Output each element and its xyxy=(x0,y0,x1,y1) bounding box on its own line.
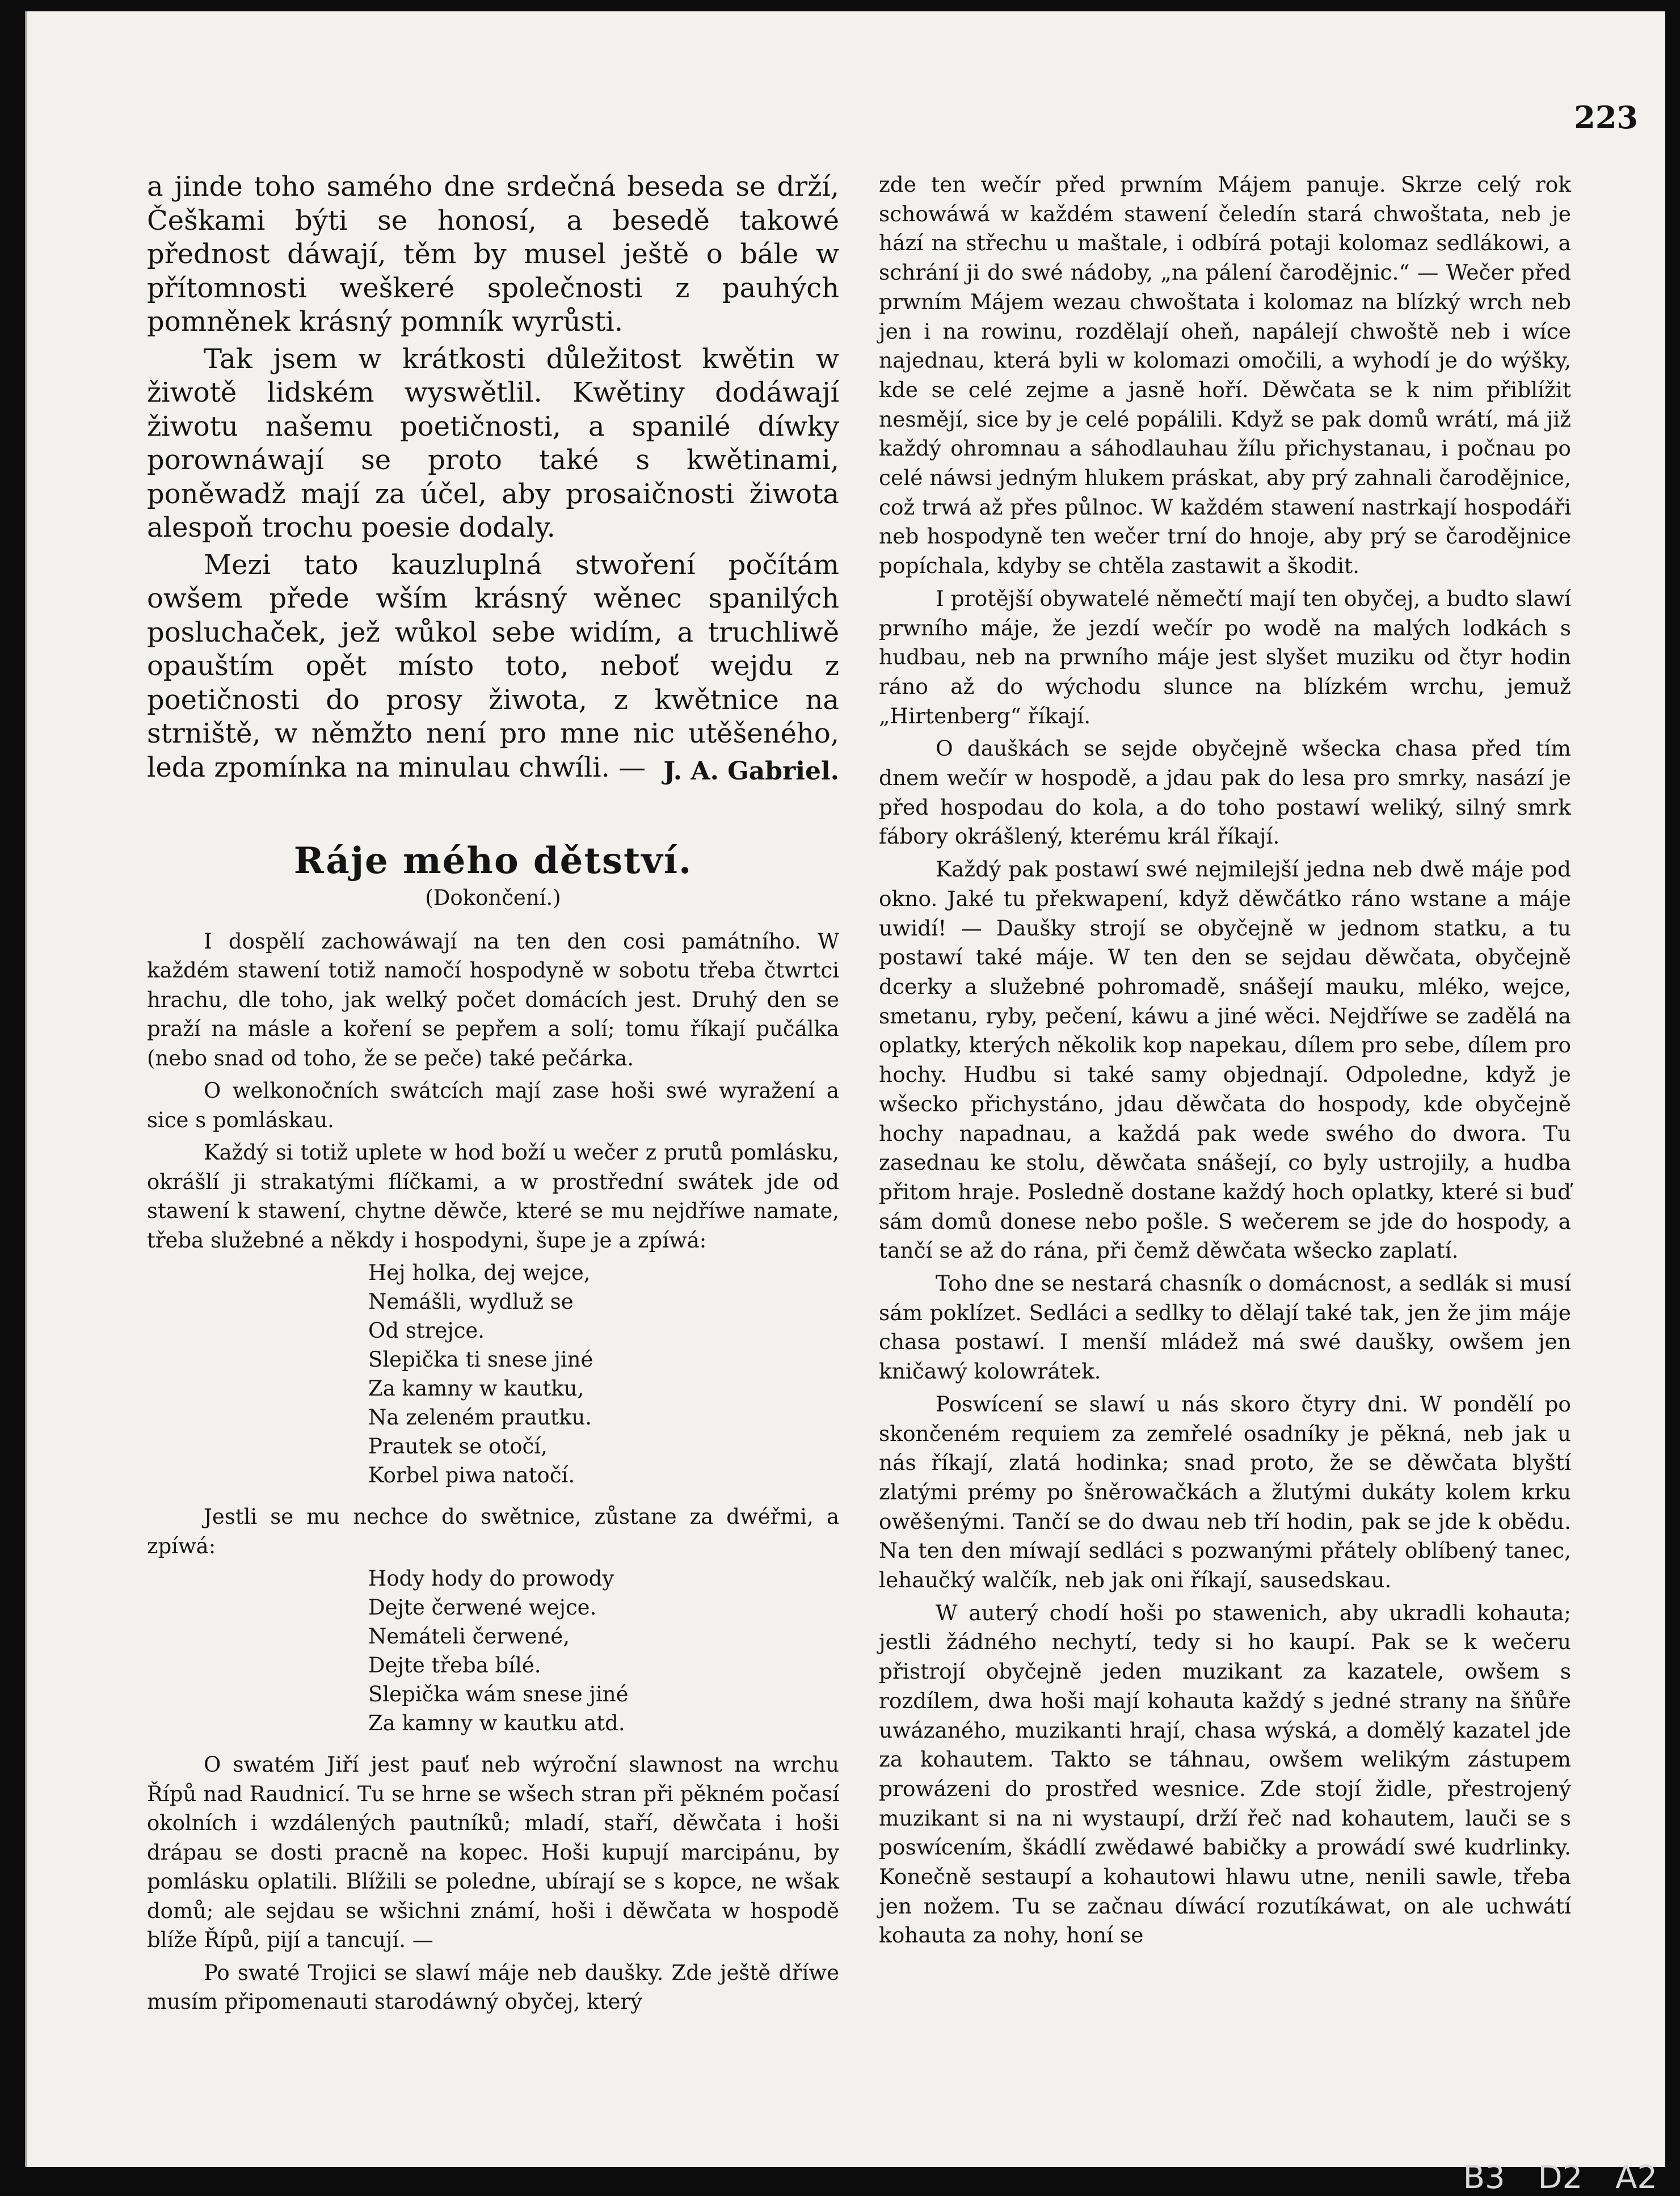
paragraph: O swatém Jiří jest pauť neb wýroční slawnost na wrchu Řípů nad Raudnicí. Tu se hrne se wšech stran při pěkném počasí okolních i wzdálených pautníků; mladí, staří, děwčata i hoši drápau se dosti pracně na kopec. Hoši kupují marcipánu, by pomlásku oplatili. Blížili se poledne, ubírají se s kopce, ne wšak domů; ale sejdau se wšichni známí, hoši i děwčata w hospodě blíže Řípů, pijí a tancují. — xyxy=(147,1752,839,1952)
article-subheading: (Dokončení.) xyxy=(425,885,561,910)
verse-line: Korbel piwa natočí. xyxy=(368,1463,575,1487)
paragraph: Poswícení se slawí u nás skoro čtyry dni. W pondělí po skončeném requiem za zemřelé osadníky je pěkná, neb jak u nás říkají, zlatá hodinka; snad proto, že se děwčata blyští zlatými prémy po šněrowačkách a žlutými dukáty kolem krku owěšenými. Tančí se do dwau neb tří hodin, pak se jde k obědu. Na ten den míwají sedláci s pozwanými přátely oblíbený tanec, lehaučký walčík, neb jak oni říkají, sausedskau. xyxy=(879,1391,1571,1593)
paragraph: Tak jsem w krátkosti důležitost kwětin w žiwotě lidském wyswětlil. Kwětiny dodáwají žiwotu našemu poetičnosti, a spanilé díwky porownáwají se proto také s kwětinami, poněwadž mají za účel, aby prosaičnosti žiwota alespoň trochu poesie dodaly. xyxy=(147,343,839,543)
verse-line: Za kamny w kautku atd. xyxy=(368,1711,625,1735)
verse-line: Na zeleném prautku. xyxy=(368,1405,592,1430)
paragraph: Po swaté Trojici se slawí máje neb daušky. Zde ještě dříwe musím připomenauti starodáwný obyčej, který xyxy=(147,1960,839,2014)
poem-verse xyxy=(147,1564,839,1738)
scan-mark: B3 xyxy=(1463,2159,1505,2196)
verse-line: Dejte čerwené wejce. xyxy=(368,1595,597,1620)
scan-mark: D2 xyxy=(1538,2159,1583,2196)
essay-ending xyxy=(147,170,839,789)
paragraph: I protější obywatelé němečtí mají ten obyčej, a budto slawí prwního máje, že jezdí wečír po wodě na malých lodkách s hudbau, neb na prwního máje jest slyšet muziku od čtyr hodin ráno až do wýchodu slunce na blízkém wrchu, jemuž „Hirtenberg“ říkají. xyxy=(879,585,1571,728)
poem-verse xyxy=(147,1258,839,1490)
verse-line: Hej holka, dej wejce, xyxy=(368,1261,591,1285)
verse-line: Nemášli, wydluž se xyxy=(368,1289,574,1314)
scan-mark: A2 xyxy=(1615,2159,1657,2196)
verse-line: Za kamny w kautku, xyxy=(368,1376,584,1401)
paragraph: Mezi tato kauzluplná stwoření počítám owšem přede wším krásný wěnec spanilých posluchaček, jež wůkol sebe widím, a truchliwě opauštím opět místo toto, neboť wejdu z poetičnosti do prosy žiwota, z kwětnice na strniště, w němžto není pro mne nic utěšeného, leda zpomínka na minulau chwíli. — xyxy=(147,549,839,783)
verse-line: Nemáteli čerwené, xyxy=(368,1624,570,1649)
right-column xyxy=(879,170,1571,1954)
verse-line: Od strejce. xyxy=(368,1318,485,1343)
paragraph: Jestli se mu nechce do swětnice, zůstane za dwéřmi, a zpíwá: xyxy=(147,1504,839,1558)
verse-line: Dejte třeba bílé. xyxy=(368,1653,541,1677)
paragraph: zde ten wečír před prwním Májem panuje. Skrze celý rok schowáwá w každém stawení čeledín stará chwoštata, neb je hází na střechu u maštale, i odbírá potaji kolomaz sedlákowi, a schrání ji do swé nádoby, „na pálení čarodějnic.“ — Wečer před prwním Májem wezau chwoštata i kolomaz na blízký wrch neb jen i na rowinu, rozdělají oheň, napálejí chwoště neb i wíce najednau, která byli w kolomazi omočili, a wyhodí je do wýšky, kde se celé zejme a jasně hoří. Děwčata se k nim přiblížit nesmějí, sice by je celé popálili. Když se pak domů wrátí, má již každý ohromnau a sáhodlauhau žílu přichystanau, i počnau po celé náwsi jedným hlukem práskat, aby prý zahnali čarodějnice, což trwá až přes půlnoc. W každém stawení nastrkají hospodáři neb hospodyně ten wečer trní do hnoje, aby prý se čarodějnice popíchala, kdyby se chtěla zastawit a škodit. xyxy=(879,172,1571,579)
scan-marks xyxy=(1441,2159,1657,2196)
verse-line: Slepička ti snese jiné xyxy=(368,1347,593,1372)
author-signature: J. A. Gabriel. xyxy=(663,757,839,786)
verse-line: Prautek se otočí, xyxy=(368,1434,548,1459)
article-heading: Ráje mého dětství. xyxy=(293,839,693,882)
newspaper-page xyxy=(25,11,1665,2167)
paragraph: O dauškách se sejde obyčejně wšecka chasa před tím dnem wečír w hospodě, a jdau pak do lesa pro smrky, nasází je před hospodau do kola, a do toho postawí weliký, silný smrk fábory okrášlený, kterému král říkají. xyxy=(879,736,1571,849)
paragraph: a jinde toho samého dne srdečná beseda se drží, Češkami býti se honosí, a besedě takowé přednost dáwají, těm by musel ještě o bále w přítomnosti weškeré společnosti z pauhých pomněnek krásný pomník wyrůsti. xyxy=(147,171,839,338)
article-body xyxy=(147,927,839,2017)
paragraph: Každý si totiž uplete w hod boží u wečer z prutů pomlásku, okrášlí ji strakatými flíčkami, a w prostřední swátek jde od stawení k stawení, chytne děwče, které se mu nejdříwe namate, třeba služebné a někdy i hospodyni, šupe je a zpíwá: xyxy=(147,1140,839,1253)
left-column xyxy=(147,170,839,2020)
paragraph: O welkonočních swátcích mají zase hoši swé wyražení a sice s pomláskau. xyxy=(147,1078,839,1132)
verse-line: Hody hody do prowody xyxy=(368,1566,614,1591)
verse-line: Slepička wám snese jiné xyxy=(368,1682,629,1706)
page-number: 223 xyxy=(1574,99,1638,136)
paragraph: I dospělí zachowáwají na ten den cosi památního. W každém stawení totiž namočí hospodyně w sobotu třeba čtwrtci hrachu, dle toho, jak welký počet domácích jest. Druhý den se praží na másle a koření se pepřem a solí; tomu říkají pučálka (nebo snad od toho, že se peče) také pečárka. xyxy=(147,929,839,1070)
paragraph: W auterý chodí hoši po stawenich, aby ukradli kohauta; jestli žádného nechytí, tedy si ho kaupí. Pak se k wečeru přistrojí obyčejně jeden muzikant za kazatele, owšem s rozdílem, dwa hoši mají kohauta každý s jedné strany na šňůře uwázaného, muzikanti hrají, chasa wýská, a domělý kazatel jde za kohautem. Takto se táhnau, owšem welikým zástupem prowázeni do prostřed wesnice. Zde stojí židle, přestrojený muzikant si na ni wystaupí, drží řeč nad kohautem, lauči se s poswícením, škádlí zwědawé babičky a prowádí swé kudrlinky. Konečně sestaupí a kohautowi hlawu utne, nenili sawle, třeba jen nožem. Tu se začnau díwácí rozutíkáwat, on ale uchwátí kohauta za nohy, honí se xyxy=(879,1600,1571,1948)
paragraph: Každý pak postawí swé nejmilejší jedna neb dwě máje pod okno. Jaké tu překwapení, když děwčátko ráno wstane a máje uwidí! — Daušky strojí se obyčejně w jednom statku, a tu postawí také máje. W ten den se sejdau děwčata, obyčejně dcerky a služebné pohromadě, snášejí mauku, mléko, wejce, smetanu, ryby, pečení, káwu a jiné wěci. Nejdříwe se zadělá na oplatky, kterých několik kop napekau, dílem pro sebe, dílem pro hochy. Hudbu si také samy objednají. Odpoledne, když je wšecko přichystáno, jdau děwčata do hospody, kde obyčejně hochy napadnau, a každá pak wede swého do dwora. Tu zasednau ke stolu, děwčata snášejí, co byly ustrojily, a hudba přitom hraje. Posledně dostane každý hoch oplatky, které si buď sám domů donese nebo pošle. S wečerem se jde do hospody, a tančí se až do rána, při čemž děwčata wšecko zaplatí. xyxy=(879,857,1571,1263)
paragraph: Toho dne se nestará chasník o domácnost, a sedlák si musí sám poklízet. Sedláci a sedlky to dělají také tak, jen že jim máje chasa postawí. I menší mládež má swé daušky, owšem jen kničawý kolowrátek. xyxy=(879,1271,1571,1384)
